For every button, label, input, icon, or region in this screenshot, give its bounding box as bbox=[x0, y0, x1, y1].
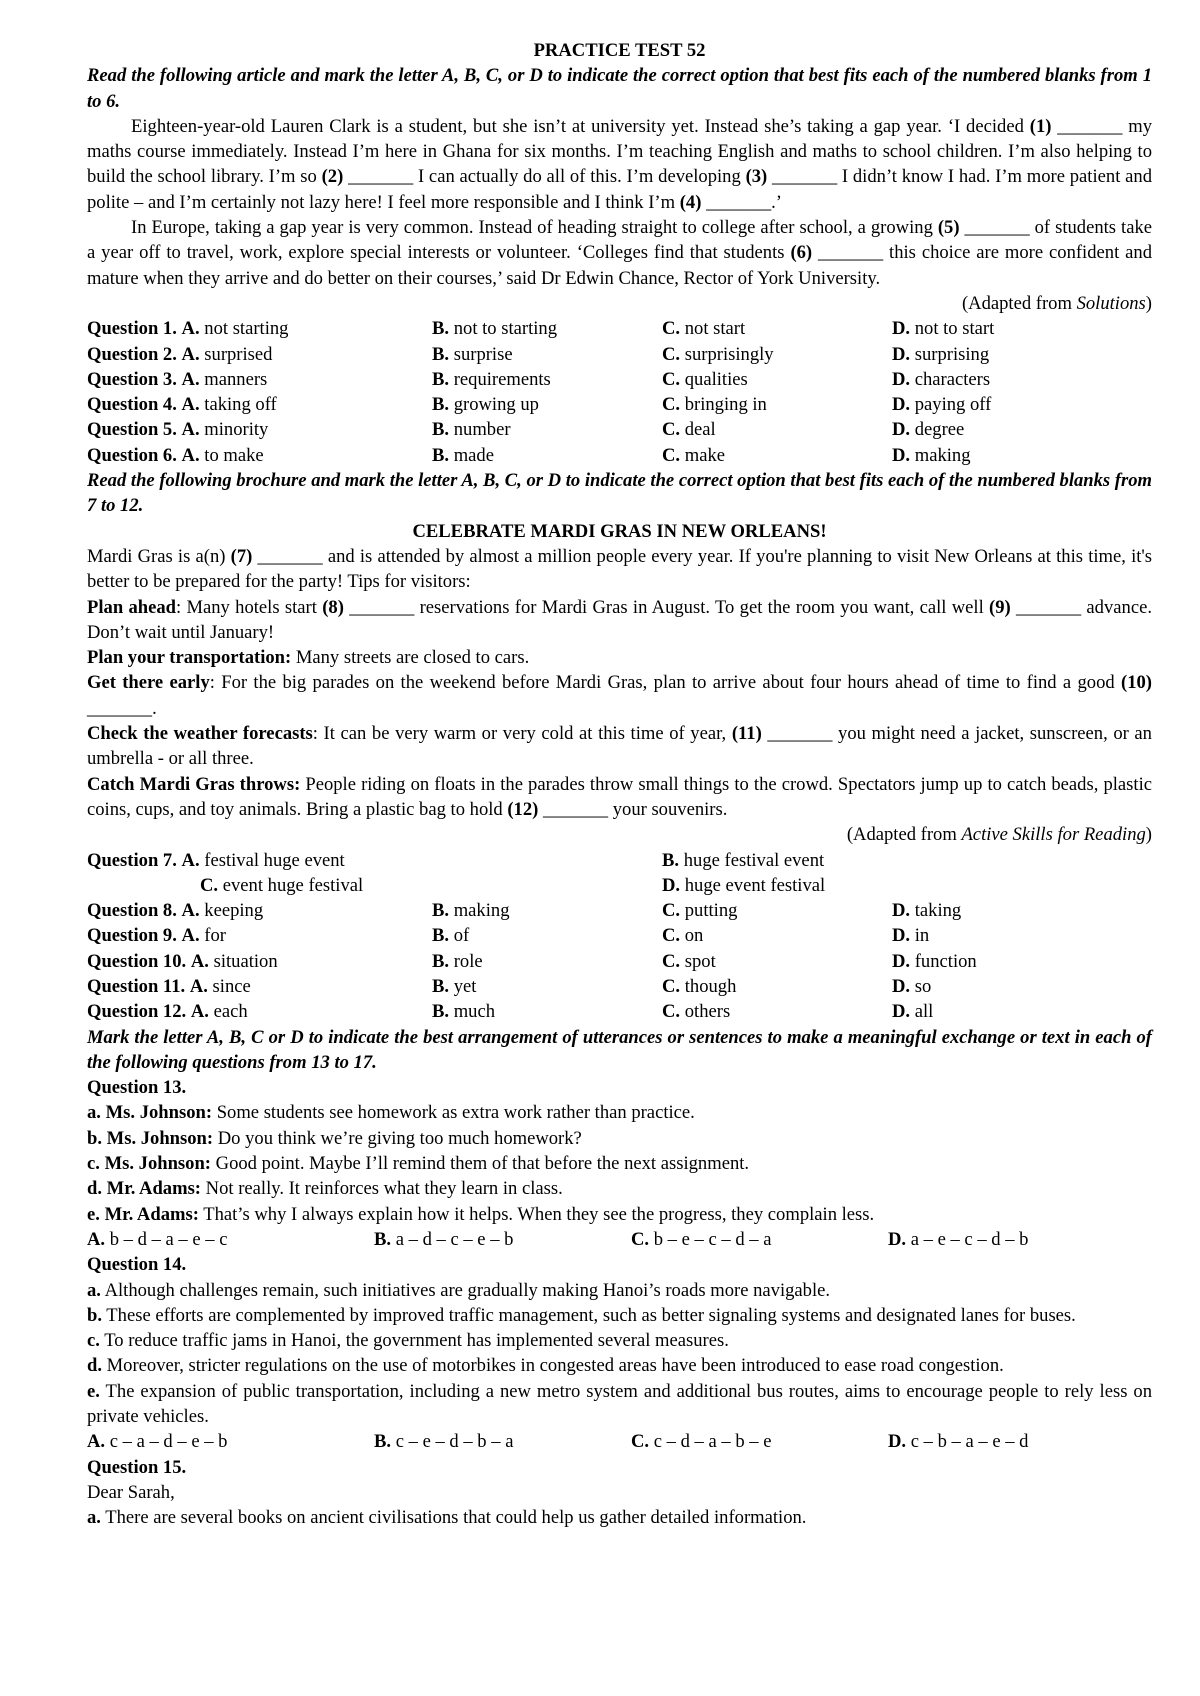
sentence-line: b. These efforts are complemented by improved traffic management, such as better signaling systems and designated lanes for buses. bbox=[87, 1304, 1076, 1326]
instruction-1-6: Read the following article and mark the letter A, B, C, or D to indicate the correct option that best fits each of the numbered blanks from 1 to 6. bbox=[87, 65, 1152, 112]
answer-options-13: A. b – d – a – e – c B. a – d – c – e – b C. b – e – c – d – a D. a – e – c – d – b bbox=[87, 1228, 1029, 1250]
sentence-line: c. To reduce traffic jams in Hanoi, the government has implemented several measures. bbox=[87, 1330, 729, 1352]
source-note: (Adapted from Solutions) bbox=[961, 292, 1152, 314]
dialogue-line: e. Mr. Adams: That’s why I always explain how it helps. When they see the progress, they complain less. bbox=[87, 1203, 875, 1225]
question-list-1-6 bbox=[87, 316, 1152, 468]
tip-throws: Catch Mardi Gras throws: People riding on floats in the parades throw small things to the crowd. Spectators jump up to catch beads, plastic coins, cups, and toy animals. Bring a plastic bag to hold (12) _______ your souvenirs. bbox=[87, 773, 1152, 820]
question-row: Question 1. A. not starting B. not to starting C. not start D. not to start bbox=[87, 318, 995, 340]
question-row: Question 6. A. to make B. made C. make D. making bbox=[87, 444, 971, 466]
answer-options-14: A. c – a – d – e – b B. c – e – d – b – a C. c – d – a – b – e D. c – b – a – e – d bbox=[87, 1431, 1029, 1453]
question-row: Question 10. A. situation B. role C. spot D. function bbox=[87, 950, 977, 972]
question-15-label: Question 15. bbox=[87, 1456, 187, 1478]
question-row: C. event huge festival D. huge event festival bbox=[200, 874, 826, 896]
brochure-intro: Mardi Gras is a(n) (7) _______ and is attended by almost a million people every year. If you're planning to visit New Orleans at this time, it's better to be prepared for the party! Tips for visitors: bbox=[87, 545, 1153, 593]
sentence-line: a. Although challenges remain, such initiatives are gradually making Hanoi’s roads more navigable. bbox=[87, 1279, 831, 1301]
question-13-label: Question 13. bbox=[87, 1077, 187, 1099]
question-row: Question 5. A. minority B. number C. deal D. degree bbox=[87, 419, 965, 441]
dialogue-line: a. Ms. Johnson: Some students see homework as extra work rather than practice. bbox=[87, 1102, 695, 1124]
article-paragraph-1: Eighteen-year-old Lauren Clark is a student, but she isn’t at university yet. Instead she’s taking a gap year. ‘I decided (1) _______ my maths course immediately. Instead I’m here in Ghana for six months. I’m teaching English and maths to school children. I’m also helping to build the school library. I’m so (2) _______ I can actually do all of this. I’m developing (3) _______ I didn’t know I had. I’m more patient and polite – and I’m certainly not lazy here! I feel more responsible and I think I’m (4) _______.’ bbox=[87, 115, 1152, 213]
question-row: Question 12. A. each B. much C. others D. all bbox=[87, 1001, 934, 1023]
dialogue-line: d. Mr. Adams: Not really. It reinforces what they learn in class. bbox=[87, 1178, 563, 1200]
source-note: (Adapted from Active Skills for Reading) bbox=[846, 824, 1152, 846]
brochure-heading: CELEBRATE MARDI GRAS IN NEW ORLEANS! bbox=[412, 520, 827, 542]
question-row: Question 3. A. manners B. requirements C. qualities D. characters bbox=[87, 368, 991, 390]
question-row: Question 7. A. festival huge event B. huge festival event bbox=[87, 849, 825, 871]
tip-get-there-early: Get there early: For the big parades on the weekend before Mardi Gras, plan to arrive about four hours ahead of time to find a good (10) _______. bbox=[87, 672, 1152, 719]
sentence-line: d. Moreover, stricter regulations on the use of motorbikes in congested areas have been introduced to ease road congestion. bbox=[87, 1355, 1004, 1377]
dialogue-line: c. Ms. Johnson: Good point. Maybe I’ll remind them of that before the next assignment. bbox=[87, 1153, 750, 1175]
question-row: Question 2. A. surprised B. surprise C. surprisingly D. surprising bbox=[87, 343, 990, 365]
article-paragraph-2: In Europe, taking a gap year is very common. Instead of heading straight to college after school, a growing (5) _______ of students take a year off to travel, work, explore special interests or volunteer. ‘Colleges find that students (6) _______ this choice are more confident and mature when they arrive and do better on their courses,’ said Dr Edwin Chance, Rector of York University. bbox=[87, 217, 1153, 289]
tip-transportation: Plan your transportation: Many streets are closed to cars. bbox=[87, 647, 530, 669]
page-title: PRACTICE TEST 52 bbox=[533, 40, 706, 61]
question-list-7-12 bbox=[87, 848, 1152, 1025]
question-row: Question 9. A. for B. of C. on D. in bbox=[87, 925, 930, 947]
letter-greeting: Dear Sarah, bbox=[87, 1481, 175, 1503]
question-row: Question 4. A. taking off B. growing up C. bringing in D. paying off bbox=[87, 394, 992, 416]
tip-plan-ahead: Plan ahead: Many hotels start (8) _______ reservations for Mardi Gras in August. To get the room you want, call well (9) _______ advance. Don’t wait until January! bbox=[87, 596, 1152, 643]
sentence-line: e. The expansion of public transportation, including a new metro system and additional bus routes, aims to encourage people to rely less on private vehicles. bbox=[87, 1380, 1152, 1428]
question-14-label: Question 14. bbox=[87, 1254, 187, 1276]
document-page bbox=[87, 38, 1152, 1531]
sentence-line: a. There are several books on ancient civilisations that could help us gather detailed information. bbox=[87, 1507, 807, 1529]
dialogue-line: b. Ms. Johnson: Do you think we’re giving too much homework? bbox=[87, 1127, 582, 1149]
question-row: Question 8. A. keeping B. making C. putting D. taking bbox=[87, 900, 962, 922]
instruction-13-17: Mark the letter A, B, C or D to indicate the best arrangement of utterances or sentences to make a meaningful exchange or text in each of the following questions from 13 to 17. bbox=[87, 1026, 1152, 1073]
tip-weather: Check the weather forecasts: It can be very warm or very cold at this time of year, (11) _______ you might need a jacket, sunscreen, or an umbrella - or all three. bbox=[87, 723, 1152, 770]
question-row: Question 11. A. since B. yet C. though D. so bbox=[87, 975, 932, 997]
instruction-7-12: Read the following brochure and mark the letter A, B, C, or D to indicate the correct option that best fits each of the numbered blanks from 7 to 12. bbox=[87, 470, 1152, 517]
